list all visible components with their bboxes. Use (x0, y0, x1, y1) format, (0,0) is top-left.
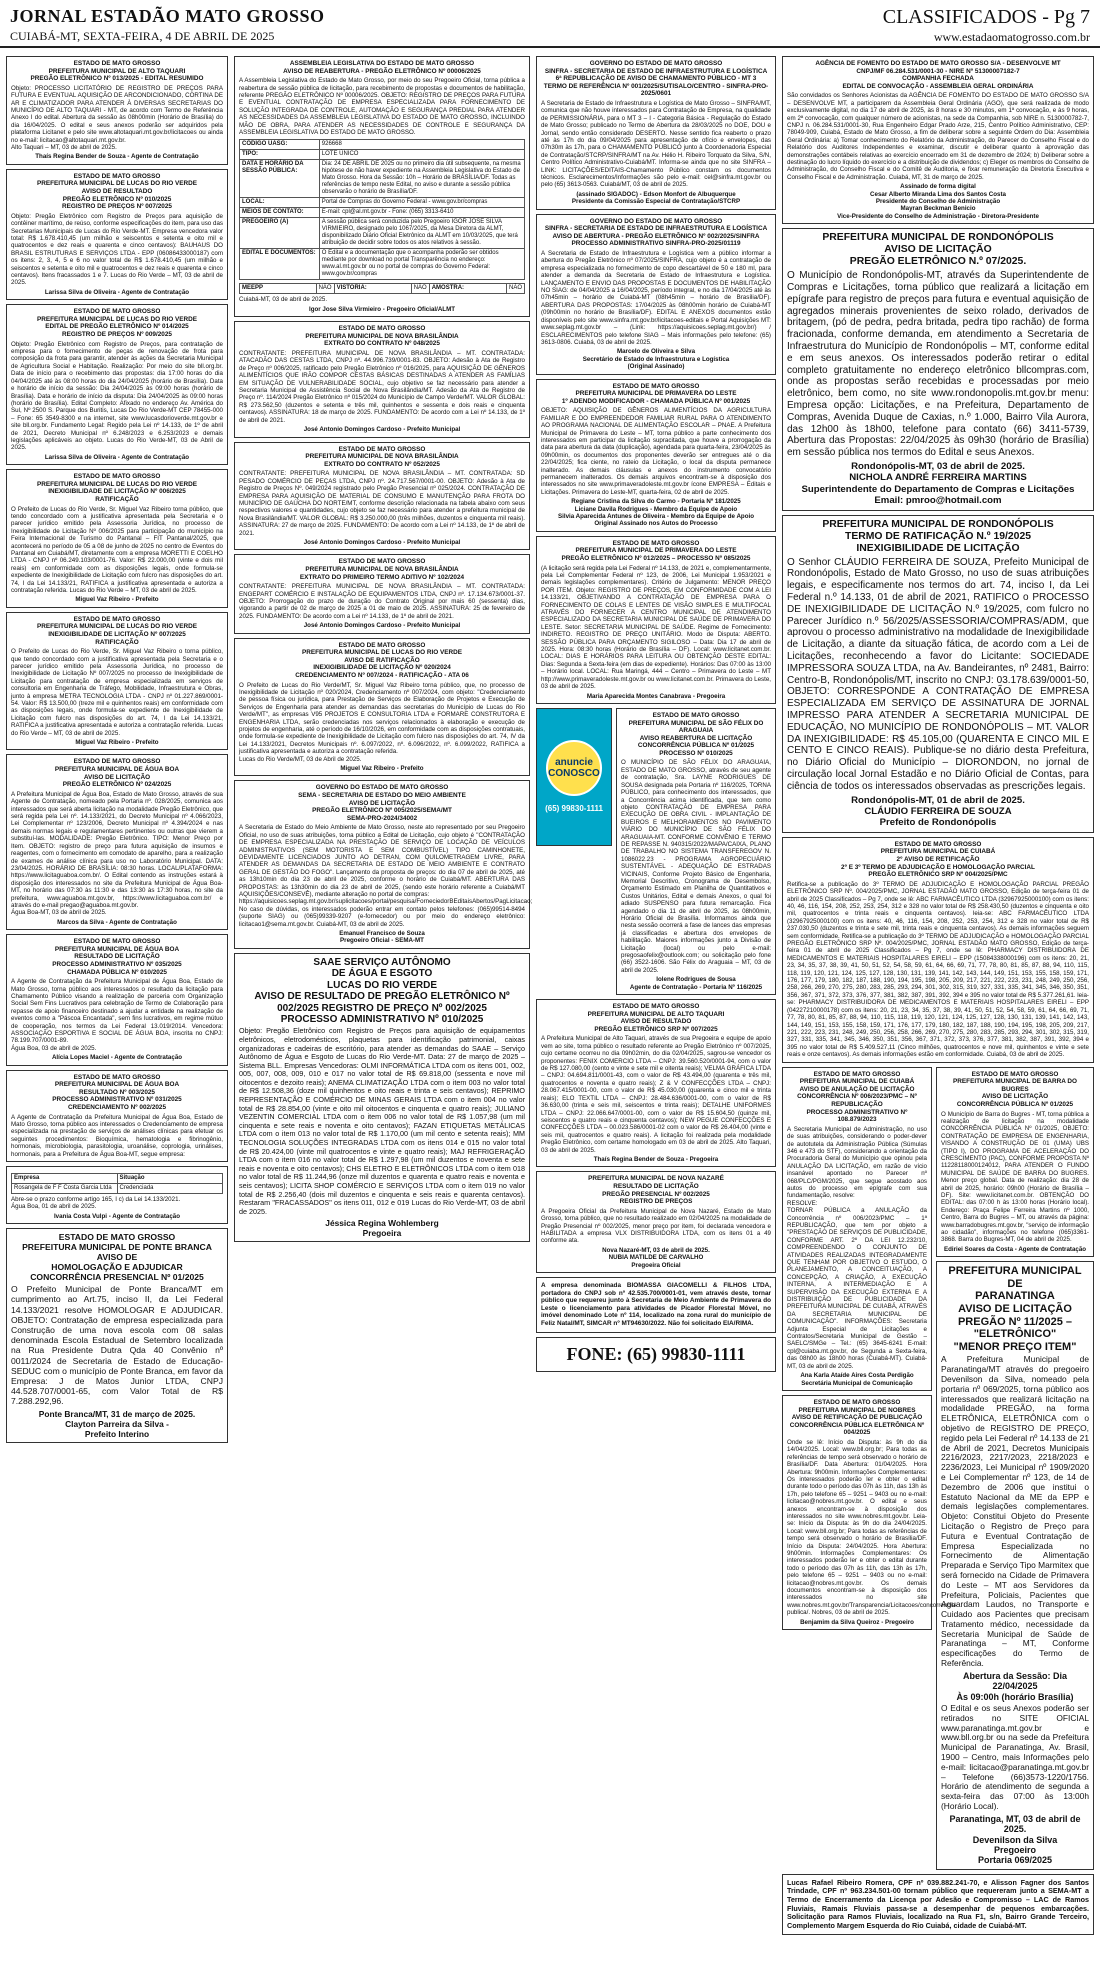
notice-text: A Secretaria de Estado do Meio Ambiente de Mato Grosso, neste ato representado por seu Pregoeiro Oficial, no uso de suas atribuições, torna público a Edital de Licitação, cujo objeto é "CONTRATAÇÃO DE EMPRESA ESPECIALIZADA NA PRESTAÇÃO DE SERVIÇO DE LOCAÇÃO DE VEÍCULOS ADMINISTRATIVOS (SEM MOTORISTA E SEM COMBUSTÍVEL) TIPO CAMINHONETE, DEVIDAMENTE LICENCIADOS JUNTO AO DETRAN, COM QUILOMETRAGEM LIVRE, PARA ATENDER AS DEMANDAS DA SECRETARIA DE ESTADO DE MEIO AMBIENTE E CONTRATO GERAL DE GESTÃO DO FOGO". Lançamento da proposta de preços: do dia 07 de abril de 2025, até as 13h10min do dia 23 de abril de 2025, conforme o horário de Cuiabá/MT. ABERTURA DAS PROPOSTAS: às 13h30min do dia 23 de abril de 2025, (sendo este horário referente a Cuiabá/MT AQUISIÇÕES/CONSEVÊ), mediante alteração no portal de compras: https://aquisicoes.seplag.mt.gov.br/suplicitacoes/portal/pesquisa/ForneciedorBEditaisAbertos/PagLicitacao; No caso de dúvidas, os interessados poderão entrar em contato pelos telefones: (065)99514-8494 (suporte SIAG) ou (065)99339-9207 (e-fornecedor) ou por meio do endereço eletrônico: licitacao1@sema.mt.gov.br. Cuiabá-MT, 03 de abril de 2025. (239, 824, 533, 928)
notice-text: São convidados os Senhores Acionistas da AGÊNCIA DE FOMENTO DO ESTADO DE MATO GROSSO S/A – DESENVOLVE MT, a participarem da Assembleia Geral Ordinária (AGO), que será realizada de modo exclusivamente digital, no dia 17 de abril de 2025, às 8 horas e 30 minutos, em 1ª convocação, e às 9 horas, em 2ª convocação, com qualquer número de acionistas, na sede da Companhia, sob NIRE n. 5130000782-7, CNPJ n. 06.284.531/0001-30, Rua Engenheiro Edgar Prado Arze, 215, Centro Político Administrativo, CEP: 78049-909, Cuiabá, Estado de Mato Grosso, a fim de deliberar sobre a seguinte Ordem do Dia: Assembleia Geral Ordinária: a) Tomar conhecimento do Relatório da Administração, do Parecer do Conselho Fiscal e do Relatório dos Auditores Independentes e examinar, discutir e deliberar quanto à aprovação das demonstrações contábeis relativas ao exercício encerrado em 31 de dezembro de 2024; b) Deliberar sobre a destinação do lucro líquido do exercício e a distribuição de dividendos; c) Eleger os membros do Conselho de Administração, do Conselho Fiscal e do Comitê de Auditoria, e fixar remuneração da Diretoria Executiva e Conselho Fiscal e de Administração. Cuiabá, MT, 31 de março de 2025. (787, 92, 1089, 181)
notice-header: ESTADO DE MATO GROSSO PREFEITURA MUNICIPAL DE NOVA BRASILÂNDIA EXTRATO DO PRIMEIRO TERMO ADITIVO Nº 102/2024 (299, 558, 465, 581)
notice (782, 56, 1094, 224)
notice-header: ESTADO DE MATO GROSSO PREFEITURA MUNICIPAL DE LUCAS DO RIO VERDE INEXIGIBILIDADE DE LICITAÇÃO Nº 006/2025 RATIFICAÇÃO (36, 473, 197, 503)
notice-text: O Prefeito de Lucas do Rio Verde/MT, Sr. Miguel Vaz Ribeiro torna público, que, no processo de Inexigibilidade de Licitação nº 020/2024, Credenciamento nº 007/2024, com objeto: "Credenciamento de pessoa física ou jurídica, para Prestação de Serviços de Elaboração de Projetos e Execução de Serviços de Engenharia para atender as demandas das secretarias do Município de Lucas do Rio Verde/MT", as empresas V95 PROJETOS E CONSULTORIA LTDA e FORMARE CONSTRUTORA E ENGENHARIA LTDA, serão credenciadas nos serviços relacionados à elaboração e execução de projetos de engenharia, até o período de 16/10/2026, em conformidade com as disposições contratuais, onde formula-se expediente de Inexigibilidade de Licitação com fulcro nas disposições do art. 74, IV da Lei 14.133/2021, Decretos Municipais nº. 6.097/2022, nº. 6.096/2022, nº. 6.099/2022, RATIFICA a justificativa apresentada e autoriza a contratação referida. Lucas do Rio Verde/MT, 03 de Abril de 2025. (239, 681, 525, 763)
table-cell: NÃO (316, 284, 334, 294)
almt-bottom-row (239, 283, 525, 294)
table-cell: NÃO (506, 284, 524, 294)
notice-header: ESTADO DE MATO GROSSO PREFEITURA MUNICIPAL DE LUCAS DO RIO VERDE AVISO DE RATIFICAÇÃO INEXIGIBILIDADE DE LICITAÇÃO Nº 020/2024 CREDENCIAMENTO Nº 007/2024 - RATIFICAÇÃO - ATA 06 (295, 641, 469, 679)
paper-name: JORNAL ESTADÃO MATO GROSSO (10, 6, 325, 26)
table-row (12, 1184, 223, 1194)
table-cell: NÃO (411, 284, 429, 294)
notice (234, 554, 530, 633)
table-cell: Rosangela de F F Costa Garcia Ltda (12, 1184, 118, 1194)
form-label: PREGOEIRO (A) (240, 218, 320, 249)
notice-text: A Secretaria de Estado de Infraestrutura e Logística vem a público informar a abertura do Pregão Eletrônico nº 07/2025/SINFRA, cujo objeto é a contratação de empresa especializada no fornecimento de copo descartável de 50 e 180 ml, para atender a demanda da Secretaria de Estado de Infraestrutura e Logística. LANÇAMENTO E ENVIO DAS PROPOSTAS E DOCUMENTOS DE HABILITAÇÃO NO SIAG: de 04/04/2025 a 16/04/2025, período integral, e no dia 17/04/2025 até às 07h45min – horário de Cuiabá-MT (08h45min – horário de Brasília/DF). ABERTURA DAS PROPOSTAS: 17/04/2025 às 08h00min horário de Cuiabá-MT (09h00min no horário de Brasília/DF). EDITAL E ANEXOS documentos estão disponíveis pelo site www.sinfra.mt.gov.br/licitacoes-editais e Portal Aquisições MT: www.seplag.mt.gov.br – (Link: https://aquisicoes.seplag.mt.gov.br/) / ESCLARECIMENTOS pelo telefone SIAG – Mais informações pelo telefone: (65) 3613-0806. Cuiabá, 03 de abril de 2025. (541, 250, 771, 346)
notice (6, 169, 228, 300)
col4-split-left (782, 1067, 958, 1874)
notice (234, 321, 530, 437)
notice-signature: Marcelo de Oliveira e Silva Secretário de Estado de Infraestrutura e Logística (Original Assinado) (582, 348, 730, 371)
notice-text: OBJETO: AQUISIÇÃO DE GÊNEROS ALIMENTÍCIOS DA AGRICULTURA FAMILIAR E DO EMPREENDEDOR FAMILIAR RURAL PARA O ATENDIMENTO AO PROGRAMA NACIONAL DE ALIMENTAÇÃO ESCOLAR – PNAE. A Prefeitura Municipal de Primavera do Leste – MT, torna público a parte conhecimento dos interessados em participar da licitação supracitada, que houve a prorrogação da data para abertura da data (duplicação), agendada para quarta-feira, 23/04/2025 às 09h00min, os documentos dos proponentes deverão ser entregues até o dia 22/04/2025; fica ciente, no rateio da Licitação, o local da disputa permanece inalterado. As demais cláusulas e anexos do instrumento convocatório permanecem inalterados. Os demais arquivos encontram-se à disposição dos interessados no site www.primaveradoleste.mt.gov.br ícone EMPRESA – Editais e Licitações. Primavera do Leste-MT, quarta-feira, 02 de abril de 2025. (541, 407, 771, 496)
notice-signature: Benjamim da Silva Queiroz - Pregoeiro (800, 1618, 914, 1626)
notice-header: ESTADO DE MATO GROSSO PREFEITURA MUNICIPAL DE LUCAS DO RIO VERDE INEXIGIBILIDADE DE LICITAÇÃO Nº 007/2025 RATIFICAÇÃO (36, 615, 197, 646)
form-value: O Edital e a documentação que o acompanha poderão ser obtidos mediante por download no portal Transparência no endereço: www.al.mt.gov.br ou no portal de compras do Governo Federal: www.gov.br/compras (319, 249, 524, 280)
notice-place: Cuiabá-MT, 03 de abril de 2025. (239, 296, 328, 304)
notice (6, 754, 228, 930)
notice-header: ESTADO DE MATO GROSSO PREFEITURA MUNICIPAL DE LUCAS DO RIO VERDE EDITAL DE PREGÃO ELETRÔNICO Nº 014/2025 REGISTRO DE PREÇOS Nº 009/2025 (36, 308, 197, 339)
notice (6, 304, 228, 465)
column-2 (234, 56, 533, 1964)
table-row (240, 218, 525, 249)
notice-text: A Prefeitura Municipal de Água Boa, Estado de Mato Grosso, através de sua Agente de Contratação, nomeado pela Portaria nº. 028/2025, comunica aos interessados que será aberta licitação na modalidade Pregão Eletrônico, que será regida pela Lei nº. 14.133/2021, do Decreto Municipal nº 4.066/2023, Lei Complementar nº 123/2006, Decreto Municipal nº 4.394/2024 e nas demais normas legais e regulamentares pertinentes ou outras que vierem a substituí-las. MODALIDADE: Pregão Eletrônico. TIPO: Menor Preço por Item. OBJETO: registro de preço para futura aquisição de insumos e reagentes, com o fornecimento em comodato de aparelho, para a realização de exames de análise clínica para uso no Laboratório Municipal. DATA: 23/04/2025. HORÁRIO DE BRASÍLIA: 08:30 horas. LOCAL/PLATAFORMA: https://www.licitaguaboa.com.br/. O Edital contendo as instruções estará à disposição dos interessados no site da Prefeitura Municipal de Água Boa-MT, no horário das 07:30 às 11:30 e das 13:30 às 17:30 horas, no site da prefeitura, www.aguaboa.mt.gov.br, https://www.licitaguaboa.com.br/ e através do e-mail pregao@aguaboa.mt.gov.br. Água Boa-MT, 03 de abril de 2025. (11, 790, 223, 917)
notice-text: A Assembleia Legislativa do Estado de Mato Grosso, por meio do seu Pregoeiro Oficial, torna pública a reabertura de sessão pública de licitação, para recebimento de propostas e documentos de habilitação, referente PREGÃO ELETRÔNICO Nº 00006/2025. OBJETO: REGISTRO DE PREÇOS PARA FUTURA E EVENTUAL CONTRATAÇÃO DE EMPRESA ESPECIALIZADA PARA FORNECIMENTO DE SOLUÇÃO INTEGRADA DE CONTROLE, AUTOMAÇÃO E SEGURANÇA PREDIAL PARA ATENDER AS NECESSIDADES DA ASSEMBLEIA LEGISLATIVA DO ESTADO DE MATO GROSSO, INCLUINDO MÃO DE OBRA, PARA ATENDER AS NECESSIDADES DE CONTROLE E SEGURANÇA DA ASSEMBLEIA LEGISLATIVA DO ESTADO DE MATO GROSSO. (239, 77, 525, 137)
col4b-notices (782, 837, 1094, 1063)
notice-signature: (assinado SIGADOC) - Edson Monfort de Albuquerque Presidente da Comissão Especial de Contratação/STCRP (571, 190, 741, 206)
form-value: LOTE ÚNICO (319, 150, 524, 160)
notice-header: SAAE SERVIÇO AUTÔNOMO DE ÁGUA E ESGOTO LUCAS DO RIO VERDE AVISO DE RESULTADO DE PREGÃO ELETRÔNICO Nº 002/2025 REGISTRO DE PREÇO Nº 002/2025 PROCESSO ADMINISTRATIVO Nº 010/2025 (254, 956, 510, 1025)
notice-header: GOVERNO DO ESTADO DE MATO GROSSO SEMA - SECRETARIA DE ESTADO DO MEIO AMBIENTE AVISO DE LICITAÇÃO PREGÃO ELETRÔNICO Nº 005/2025/SEMA/MT SEMA-PRO-2024/34002 (298, 784, 466, 822)
table-cell: MEEPP (240, 284, 317, 294)
notice-saae (234, 953, 530, 1243)
notice-text: Retifica-se a publicação do 3º TERMO DE ADJUDICAÇÃO E HOMOLOGAÇÃO PARCIAL PREGÃO ELETRÔNICO SRP Nº. 004/2025/PMC, JORNAL ESTADÃO MATO GROSSO, Edição de terça-feira 01 de abril de 2025 Classificados – Pg 7, onde se lê: ABC FARMACÊUTICO LTDA (32967925000100) com os itens: 40, 46, 116, 154, 208, 252, 253, 254, 312 e 328 no valor total de R$ 258.430,50 (duzentos e cinquenta e oito mil, quatrocentos e trinta reais e cinquenta centavos). leia-se: ABC FARMACÊUTICO LTDA (32967925000100) com os itens: 40, 46, 116, 154, 208, 252, 253, 254, 312 e 328 no valor total de R$ 237.030,50 (duzentos e trinta e sete mil, trinta reais e cinquenta centavos). As demais informações seguem sem conformidade. Retifica-se a publicação do 3º TERMO DE ADJUDICAÇÃO e HOMOLOGAÇÃO PARCIAL PREGÃO ELETRÔNICO SRP Nº. 004/2025/PMC, JORNAL ESTADÃO MATO GROSSO, Edição de terça-feira 01 de abril de 2025 Classificados – Pg 7, onde se lê: PHARMACY DISTRIBUIDORA DE MEDICAMENTOS E MATERIAIS HOSPITALARES EIRELI – EPP (15084338000196) com os itens: 20, 21, 23, 34, 35, 37, 38, 39, 41, 50, 51, 52, 54, 58, 59, 61, 64, 66, 69, 71, 77, 78, 80, 81, 85, 87, 88, 94, 110, 115, 118, 119, 120, 121, 124, 125, 127, 128, 130, 131, 139, 141, 142, 143, 144, 149, 151, 153, 155, 158, 159, 171, 176, 177, 179, 180, 182, 187, 188, 190, 194, 195, 198, 205, 209, 217, 221, 222, 223, 231, 248, 249, 250, 256, 258, 266, 269, 270, 275, 280, 283, 285, 293, 294, 301, 302, 315, 319, 327, 331, 335, 341, 345, 346, 350, 351, 356, 367, 371, 372, 373, 376, 377, 381, 382, 387, 391, 392, 394 e 395 no valor total de R$ 5.377.261,61. leia-se: PHARMACY DISTRIBUIDORA DE MEDICAMENTOS E MATERIAIS HOSPITALARES EIRELI – EPP (04227210000178) com os itens: 20, 21, 23, 34, 35, 37, 38, 39, 41, 50, 51, 52, 54, 58, 59, 61, 64, 66, 69, 71, 77, 78, 80, 81, 85, 87, 88, 94, 110, 115, 118, 119, 120, 121, 124, 125, 127, 128, 130, 131, 139, 141, 142, 143, 144, 149, 151, 153, 155, 158, 159, 171, 176, 177, 179, 180, 182, 187, 188, 190, 194, 195, 198, 205, 209, 217, 221, 222, 223, 231, 248, 249, 250, 256, 258, 266, 269, 270, 275, 280, 283, 285, 293, 294, 301, 302, 315, 319, 327, 331, 335, 341, 345, 346, 350, 351, 356, 367, 371, 372, 373, 376, 377, 381, 382, 387, 391, 392, 394 e 395 no valor total de R$ 5.409.527,11 (Cinco milhões, quatrocentos e nove mil, quinhentos e vinte e sete reais e onze centavos). As demais informações estão em conformidade. Cuiabá, 03 de abril de 2025. (787, 880, 1089, 1059)
col4-split-right (936, 1067, 1094, 1874)
notice-header: PREFEITURA MUNICIPAL DE NOVA NAZARÉ RESULTADO DE LICITAÇÃO PREGÃO PRESENCIAL Nº 002/2025 REGISTRO DE PREÇOS (588, 1175, 724, 1206)
notice-text: A Prefeitura Municipal de Paranatinga/MT através do pregoeiro Devenilson da Silva, nomeado pela portaria nº 069/2025, torna público aos interessados que realizará licitação na modalidade PREGÃO, na forma ELETRÔNICA, ELETRÔNICA com o objetivo de REGISTRO DE PREÇO, regido pela Lei Federal nº 14.133 de 21 de Abril de 2021, Decretos Municipais 2216/2023, 2217/2023, 2218/2023 e 2236/2023, Lei Municipal nº 1909/2020 e Lei Complementar nº 123, de 14 de Dezembro de 2006 que institui o Estatuto Nacional da ME da EPP e demais legislações complementares. Objeto: Constitui Objeto do Presente Licitação o Registro de Preço para Futura e Eventual Contratação de Empresa Especializada no Fornecimento de Alimentação Preparada e Serviço Tipo Marmitex que será fornecido na Cidade de Primavera do Leste – MT aos Servidores da Prefeitura, Policiais, Pacientes que Aguardam Laudos, no Transporte e Cuidado aos Pacientes que precisam Tratamento médico, necessidade da Secretaria Municipal de Saúde de Paranatinga – MT, Conforme especificações do Termo de Referência. (941, 1354, 1089, 1669)
notice-text: O Prefeito de Lucas do Rio Verde, Sr. Miguel Vaz Ribeiro torna público, que tendo concordado com a justificativa apresentada pela Secretaria e o parecer jurídico emitido pela Assessoria Jurídica, no processo de Inexigibilidade de Licitação Nº 006/2025 para participação do município na Feira Internacional de Turismo do Pantanal – FIT Pantanal/2025, que acontecerá no período de 05 a 08 de junho de 2025 no centro de Eventos do Pantanal em Cuiabá/MT, diretamente com a empresa MORETTI E COELHO LTDA - CNPJ nº 06.249.103/0001-76. Valor: R$ 22.000,00 (vinte e dois mil reais) em conformidade com as disposições legais, onde formula-se expediente de Inexigibilidade de Licitação com fulcro nas disposições do art. 74, I da Lei 14.133/21, RATIFICA a justificativa apresentada e autoriza a contratação referida. Lucas do Rio Verde – MT, 03 de abril de 2025. (11, 505, 223, 594)
masthead (0, 0, 1100, 48)
table-cell: Credenciada (117, 1184, 223, 1194)
notice-header: ESTADO DE MATO GROSSO PREFEITURA MUNICIPAL DE PRIMAVERA DO LESTE 1º ADENDO MODIFICADOR - CHAMADA PÚBLICA Nº 001/2025 (561, 382, 751, 405)
notice (6, 934, 228, 1065)
notice-signature: Assinado de forma digital Cesar Alberto Miranda Lima dos Santos Costa Presidente do Conselho de Administração Mayran Beckman Benicio Vice-Presidente do Conselho de Administração - Diretora-Presidente (837, 183, 1039, 220)
notice-signature: Jéssica Regina Wohlemberg Pregoeira (325, 1218, 439, 1239)
notice-barra-bugres (936, 1067, 1094, 1258)
notice-signature: Regiane Cristina da Silva do Carmo - Portaria Nº 181/2025 Liciane Davila Rodrigues - Membro da Equipe de Apoio Silvia Aparecida Antunes de Oliveira - Membro da Equipe de Apoio Original Assinado nos Autos do Processo (558, 498, 754, 528)
notice-rondonopolis-pregao (782, 228, 1094, 510)
notice-signature: Ivania Costa Vulpi - Agente de Contratação (53, 1212, 181, 1220)
notice-signature: Ana Karla Ataíde Aires Costa Perdigão Secretária Municipal de Comunicação (800, 1372, 914, 1387)
form-label: MEIOS DE CONTATO: (240, 208, 320, 218)
notice (6, 56, 228, 165)
notice-header: ESTADO DE MATO GROSSO PREFEITURA MUNICIPAL DE ÁGUA BOA RESULTADO DE LICITAÇÃO PROCESSO ADMINISTRATIVO Nº 035/2025 CHAMADA PÚBLICA Nº 010/2025 (52, 938, 182, 976)
notice-text: O Prefeito de Lucas do Rio Verde, Sr. Miguel Vaz Ribeiro o torna público, que tendo concordado com a justificativa apresentada pela Secretaria e o parecer jurídico emitido pela Assessoria Jurídica, no processo de Inexigibilidade de Licitação Nº 007/2025 no processo de Inexigibilidade de Licitação para contratação de empresa especializada em serviços de consultoria em Engenharia de Tráfego, Mobilidade, Infraestrutura e Obras, junto à empresa METRA TECNOLOGIA LTDA - CNPJ nº 01.227.869/0001-54. Valor: R$ 13.500,00 (treze mil e quinhentos reais) em conformidade com as disposições legais, onde formula-se expediente de Inexigibilidade de Licitação com fulcro nas disposições do art. 74, I da Lei 14.133/21, RATIFICA a justificativa apresentada e autoriza a contratação referida. Lucas do Rio Verde – MT, 03 de abril de 2025. (11, 648, 223, 737)
notice-header: ESTADO DE MATO GROSSO PREFEITURA MUNICIPAL DE ALTO TAQUARI PREGÃO ELETRÔNICO Nº 013/2025 - EDITAL RESUMIDO (30, 60, 204, 83)
notice-signature: Larissa Silva de Oliveira - Agente de Contratação (44, 453, 190, 461)
notice-text: A Secretaria Municipal de Administração, no uso de suas atribuições, considerando o poder-dever de autotutela da Administração Pública (Súmulas 346 e 473 do STF), considerando a orientação da Procuradoria Geral do Município que opinou pela ANULAÇÃO DA LICITAÇÃO, em razão de vício insanável apontado no Parecer nº 068/PLC/PGM/2025, que segue acostado aos autos do processo em epígrafe com sua fundamentação, resolve: RESOLVE: TORNAR PÚBLICA a ANULAÇÃO da Concorrência nº 006/2023/PMC – 1ª REPUBLICAÇÃO, que tem por objeto a "PRESTAÇÃO DE SERVIÇOS DE PUBLICIDADE, CONFORME ART. 2º DA LEI 12.232/10, COMPREENDENDO O CONJUNTO DE ATIVIDADES REALIZADAS INTEGRADAMENTE QUE TENHAM POR OBJETIVO O ESTUDO, O PLANEJAMENTO, A CONCEITUAÇÃO, A CONCEPÇÃO, A CRIAÇÃO, A EXECUÇÃO INTERNA, A INTERMEDIAÇÃO E A SUPERVISÃO DA EXECUÇÃO EXTERNA E A DISTRIBUIÇÃO DE PUBLICIDADE DA PREFEITURA MUNICIPAL DE CUIABÁ, ATRAVÉS DA SECRETARIA MUNICIPAL DE COMUNICAÇÃO". INFORMAÇÕES: Secretaria Adjunta Especial de Licitações e Contratos/Secretaria Municipal de Gestão – SAELC/SMGe – Tel.: (65) 3645-6241 E-mail: cpl@cuiaba.mt.gov.br, de Segunda a Sexta-feira, das 08h00 às 18h00 horas (Cuiabá-MT). Cuiabá-MT, 03 de abril de 2025. (787, 1125, 927, 1370)
notice-header: ESTADO DE MATO GROSSO PREFEITURA MUNICIPAL DE BARRA DO BUGRES AVISO DE LICITAÇÃO CONCORRÊNCIA PÚBLICA Nº 01/2025 (953, 1070, 1077, 1108)
notice-header: PREFEITURA MUNICIPAL DE PARANATINGA AVISO DE LICITAÇÃO PREGÃO Nº 11/2025 – "ELETRÔNICO" "MENOR PREÇO ITEM" (948, 1265, 1082, 1353)
notice-text: A Prefeitura Municipal de Alto Taquari, através de sua Pregoeira e equipe de apoio vem ao site, torna público o resultado referente ao Pregão Eletrônico nº 007/2025, cujo certame ocorreu no dia 09h02min, do dia 02/04/2025, sagrou-se vencedor os proponentes: FENIX COMERCIO LTDA – CNPJ: 39.560.520/0001-94, com o valor de R$ 127.080,00 (cento e vinte e sete mil e oitenta reais); VELMA GRÁFICA LTDA – CNPJ: 04.694.811/0001-43, com o valor de R$ 43.494,00 (quarenta e três mil, quatrocentos e noventa e quatro reais); Z & V CONFECÇÕES LTDA – CNPJ: 28.067.415/0001-00, com o valor de R$ 45.030,00 (quarenta e cinco mil e trinta reais); ELO TEXTIL LTDA – CNPJ: 28.484.636/0001-00, com o valor de R$ 36.630,00 (trinta e seis mil, seiscentos e trinta reais); DETALHE UNIFORMES LTDA – CNPJ: 22.066.647/0001-00, com o valor de R$ 15.604,50 (quinze mil, seiscentos e quatro reais e cinquenta centavos); NEW PEGUE CONFECÇÕES E CONFECÇÕES LTDA – 00.023.586/0001-02 com o valor de R$ 26.404,00 (vinte e seis mil, quatrocentos e quatro reais). A licitação foi realizada pela modalidade Pregão Eletrônico, com certame homologado em 03 de abril de 2025. Alto Taquari, 03 de abril de 2025. (541, 1035, 771, 1154)
notice-text: Onde se lê: Início da Disputa: às 9h do dia 14/04/2025. Local: www.bll.org.br; Para todas as referências de tempo será observado o horário de Brasília/DF. Data Abertura: 01/04/2025. Hora Abertura: 9h00min. Informações Complementares: Os interessados poderão ler e obter o edital durante todo o período das 07h às 11h, das 13h às 17h, pelo telefone 65 – 9251 – 9403 ou no e-mail: licitacao@nobres.mt.gov.br. O edital e seus anexos encontram-se à disposição dos interessados no site www.nobres.mt.gov.br. Leia-se: Início da Disputa: às 9h do dia 24/04/2025. Local: www.bll.org.br; Para todas as referências de tempo será observado o horário de Brasília/DF. Início da Disputa: 24/04/2025. Hora Abertura: 9h00min. Informações Complementares: Os interessados poderão ler e obter o edital durante todo o período das 07h às 11h, das 13h às 17h, pelo telefone 65 – 9251 – 9403 ou no e-mail: licitacao@nobres.mt.gov.br. Os demais documentos encontram-se à disposição dos interessados no site www.nobres.mt.gov.br/Transparencia/Licitacoes/concorrencia-publica/. Nobres, 03 de abril de 2025. (787, 1438, 958, 1617)
masthead-left (10, 6, 325, 44)
website-link[interactable]: www.estadaomatogrosso.com.br (933, 30, 1090, 44)
notice-credenciamento-table (6, 1166, 228, 1224)
form-label: DATA E HORÁRIO DA SESSÃO PÚBLICA: (240, 160, 320, 198)
table-row (240, 208, 525, 218)
section-name: CLASSIFICADOS - Pg 7 (882, 6, 1090, 28)
notice-signature: Larissa Silva de Oliveira - Agente de Contratação (44, 288, 190, 296)
notice-signature: Miguel Vaz Ribeiro - Prefeito (75, 596, 159, 604)
notice-signature: José Antonio Domingos Cardoso - Prefeito Municipal (303, 426, 461, 434)
table-row (240, 160, 525, 198)
column-4 (782, 56, 1094, 1964)
notice (782, 1067, 932, 1391)
notice-text: Objeto: PROCESSO LICITATÓRIO DE REGISTRO DE PREÇOS PARA FUTURA E EVENTUAL AQUISIÇÃO DE ARCONDICIONADO, CORTINA DE AR E CLIMATIZADOR PARA ATENDER À DIVERSAS SECRETARIAS DO MUNICÍPIO DE ALTO TAQUARI - MT, de acordo com Termo de Referência Anexo I do edital. Abertura da sessão às 08h00min (Horário de Brasília) do dia 16/04/2025. O edital e seus anexos poderão ser adquiridos pela plataforma Licitanet e pelo site www.altotaquari.mt.gov.br/licitacoes ou ainda no e-mail: licitacao@altotaquari.mt.gov.br. Alto Taquari – MT, 03 de abril de 2025. (11, 84, 223, 152)
notice-text: O Senhor CLÁUDIO FERREIRA DE SOUZA, Prefeito Municipal de Rondonópolis, Estado de Mato Grosso, no uso de suas atribuições legais, e especificamente nos termos do art. 74, inciso I, da Lei Federal n.º 14.133, 01 de abril de 2021, RATIFICO o PROCESSO DE INEXIGIBILIDADE DE LICITAÇÃO N.º 19/2025, com fulcro no Parecer Jurídico n.º 56/2025/ASSESSORIA/COMPRAS/ADM, que aprovou o processo administrativo na modalidade de Inexigibilidade de Licitação, a diante da situação fática, de acordo com a Lei de Licitações, reconhecendo a favor do Licitante: SOCIEDADE IMPRESSORA SOUZA LTDA, na Av. Bandeirantes, nº 2481, Bairro: Centro-B, Rondonópolis/MT, inscrito no CNPJ: 03.178.639/0001-50, OBJETO: CORRESPONDE A CONTRATAÇÃO DE EMPRESA ESPECIALIZADA EM SERVIÇO DE ASSINATURA DE JORNAL IMPRESSO PARA ATENDER A SECRETARIA MUNICIPAL DE EDUCAÇÃO, NO MUNICÍPIO DE RONDONÓPOLIS – MT. VALOR DA INEXIGIBILIDADE: R$ 45.105,00 (QUARENTA E CINCO MIL E CENTO E CINCO REAIS). Publique-se no diário desta Prefeitura, no Diário Oficial do Município – DIORONDON, no jornal de circulação local Jornal Estadão e no Diário Oficial de Contas, para ciência de todos os interessados observadas as prescrições legais. (787, 556, 1089, 792)
notice-signature: Thaís Regina Bender de Souza - Agente de Contratação (35, 153, 199, 161)
form-label: TIPO: (240, 150, 320, 160)
paper-date: CUIABÁ-MT, SEXTA-FEIRA, 4 DE ABRIL DE 2025 (10, 29, 275, 43)
notice (536, 214, 776, 375)
notice-header: PREFEITURA MUNICIPAL DE RONDONÓPOLIS AVISO DE LICITAÇÃO PREGÃO ELETRÔNICO N.º 07/2025. (822, 232, 1054, 268)
notice-signature: Ponte Branca/MT, 31 de março de 2025. Clayton Parreira da Silva - Prefeito Interino (38, 1408, 196, 1439)
notice-text: O Município de Barra do Bugres - MT, torna pública a realização de licitação na modalidade CONCORRÊNCIA PÚBLICA Nº 01/2025, OBJETO: CONTRATAÇÃO DE EMPRESA DE ENGENHARIA, VISANDO A CONSTRUÇÃO DE 01 (UMA) UBS (TIPO I), DO PROGRAMA DE ACELERAÇÃO DO CRESCIMENTO (PAC), CONFORME PROPOSTA Nº 11228118000124012, PARA ATENDER O FUNDO MUNICIPAL DE SAÚDE DE BARRA DO BUGRES. Menor preço global. Data de realização: dia 28 de abril de 2025, horário: 09h00 (Horário de Brasília – DF). Site: www.licitanet.com.br. OBTENÇÃO DO EDITAL: das 07:00 h às 13:00 horas (Horário local). Endereço: Praça Felipe Ferreira Martins nº 1000, Centro, Barra do Bugres – MT, ou através da página: www.barradobugres.mt.gov.br, "serviço de informação ao cidadão", informações no telefone (065)3361-3868. Barra do Bugres-MT, 04 de abril de 2025. (941, 1110, 1089, 1244)
column-3 (536, 56, 776, 1964)
notice-text: A Agente de Contratação da Prefeitura Municipal de Água Boa, Estado de Mato Grosso, torna público aos interessados o resultado da licitação para Chamamento Público visando a realização de parceria com Organização Social Sem Fins Lucrativos para celebração de Termo de Colaboração para repasse de apoio financeiro destinado a ajudar a entidade na realização de eventos como a "Páscoa Encantada", sem fins lucrativos, em regime mútuo de cooperação, nos termos da Lei Federal 13.019/2014. Vencedora: ASSOCIAÇÃO ESPORTIVA E SOCIAL DE ÁGUA BOA, inscrita no CNPJ: 78.199.707/0001-89. Água Boa, 03 de abril de 2025. (11, 978, 223, 1052)
notice-text: O MUNICÍPIO DE SÃO FÉLIX DO ARAGUAIA, ESTADO DE MATO GROSSO, através de seu agente de contratação, Sra. LAYNE RODRIGUES DE SOUSA designada pela Portaria nº 116/2025, TORNA PÚBLICO, para conhecimento dos interessados, que a Concorrência acima identificada, que tem como objeto CONTRATAÇÃO DE EMPRESA PARA EXECUÇÃO DE OBRA CIVIL - IMPLANTAÇÃO DE BUEIROS E MELHORAMENTOS NO PAVIMENTO VIÁRIO DO MUNICÍPIO DE SÃO FÉLIX DO ARAGUAIA-MT. CONFORME CONVÊNIO E TERMO DE REPASSE N. 940315/2022/MAPA/CAIXA, PLANO DE TRABALHO NO SISTEMA TRANSFEREGOV N. 1086022.23 - PROGRAMA AGROPECUÁRIO SUSTENTÁVEL - ADEQUAÇÃO DE ESTRADAS VICINAIS, Conforme Projeto Básico de Engenharia, Memorial Descritivo, Cronograma de Desembolso, Orçamento Estimado em Planilha de Quantitativos e Custos Unitários, Edital e demais Anexos, o qual foi adiado SUSPENSO para futura remarcação. Fica agendado o dia 11 de abril de 2025, às 08h00min, Horário Oficial de Brasília. Informamos ainda que nesta sessão ocorrerá a fase de lances das empresas já classificadas e abertura dos envelopes de habilitação. Maiores informações junto a Divisão de Licitação (local) ou pelo e-mail: pregosaofelix@outlook.com; ou solicitação pelo fone (66) 3522-1606. São Félix do Araguaia – MT, 03 de abril de 2025. (621, 759, 771, 974)
col4a-notices (782, 56, 1094, 224)
notice-header: GOVERNO DO ESTADO DE MATO GROSSO SINFRA - SECRETARIA DE ESTADO DE INFRAESTRUTURA E LOGÍSTICA AVISO DE ABERTURA - PREGÃO ELETRÔNICO Nº 002/2025/SINFRA PROCESSO ADMINISTRATIVO SINFRA-PRO-2025/01119 (544, 217, 768, 248)
table-header: Empresa (12, 1174, 118, 1184)
notice-nova-nazare (536, 1171, 776, 1273)
notice-text-2: O Edital e os seus Anexos poderão ser retirados no SITE OFICIAL www.paranatinga.mt.gov.br e www.bll.org.br ou na sede da Prefeitura Municipal de Paranatinga, Av. Brasil, 1900 – Centro, mais Informações pelo e-mail: licitacao@paranatinga.mt.gov.br – Telefone (66)3573-1220/1756. Horário de atendimento de segunda a sexta-feira das 07:00 às 13:00h (Horário Local). (941, 1703, 1089, 1812)
notice-header: ESTADO DE MATO GROSSO PREFEITURA MUNICIPAL DE PRIMAVERA DO LESTE PREGÃO ELETRÔNICO Nº 012/2025 – PROCESSO Nº 085/2025 (561, 539, 751, 562)
notice-header: ESTADO DE MATO GROSSO PREFEITURA MUNICIPAL DE SÃO FÉLIX DO ARAGUAIA AVISO REABERTURA DE LICITAÇÃO CONCORRÊNCIA PÚBLICA Nº 01/2025 PROCESSO Nº 010/2025 (628, 711, 764, 757)
advertise-badge-text: anuncie CONOSCO (548, 757, 600, 780)
notice-signature: Paranatinga, MT, 03 de abril de 2025. Devenilson da Silva Pregoeiro Portaria 069/2025 (949, 1813, 1081, 1866)
notice-text: O Município de Rondonópolis-MT, através da Superintendente de Compras e Licitações, torna público que realizará a licitação em epígrafe para registro de preços para futura e eventual aquisição de agregados minerais provenientes de seixo rolado, derivados de britagem, (pó de pedra, pedra britada, pedra tipo rachão) de forma fracionada, conforme demanda, em atendimento a Secretaria de Infraestrutura do Município de Rondonópolis – MT, conforme edital e em seus anexos. Os interessados poderão retirar o edital completo gratuitamente no endereço eletrônico bllcompras.com, onde as propostas serão recebidas e processadas por meio eletrônico, bem como, no site www.rondonopolis.mt.gov.br menu: Empresa opção: Licitações, e na Prefeitura, Departamento de Compras, Avenida Duque de Caxias, n.º 1.000, Bairro Vila Aurora, das 12h00 às 18h00, telefone para contato (66) 3411-5739, Abertura das Propostas: 22/04/2025 às 09h30 (horário de Brasília) em sessão pública nos termos do Edital e seus Anexos. (787, 270, 1089, 459)
form-label: LOCAL: (240, 198, 320, 208)
notice-signature: Igor Jose Silva Virmieiro - Pregoeiro Oficial/ALMT (308, 305, 456, 313)
notice-signature: José Antonio Domingos Cardoso - Prefeito Municipal (303, 622, 461, 630)
notice-signature: Maria Aparecida Montes Canabrava - Pregoeira (586, 692, 726, 700)
notice-text: O Prefeito Municipal de Ponte Branca/MT em cumprimento ao Art.75, inciso II, da Lei Federal 14.133/2021 resolve HOMOLOGAR E ADJUDICAR. OBJETO: Contratação de empresa especializada para Construção de uma nova escola com 08 salas denominada Escola Estadual de Setembro localizada na Rua Presidente Dutra Qda 40 Convênio nº 0011/2024 de Secretaria de Estado de Educação-SEDUC com o município de Ponte Branca, em favor da Empresa: J de Matos Junior LTDA, CNPJ 44.528.707/0001-65, com Valor Total de R$ 7.288.292,96. (11, 1284, 223, 1407)
notice-signature: Alícia Lopes Maciel - Agente de Contratação (51, 1054, 183, 1062)
notice-text: CONTRATANTE: PREFEITURA MUNICIPAL DE NOVA BRASILÂNDIA – MT. CONTRATADA: ATACADÃO DAS CESTAS LTDA, CNPJ nº. 44.996.739/0001-83. OBJETO: Adesão à Ata de Registro de Preço nº 006/2025, ratificado pelo Pregão Eletrônico nº 016/2025, para AQUISIÇÃO DE GÊNEROS ALIMENTÍCIOS QUE IRÃO COMPOR CESTAS BÁSICAS DESTINADAS A ATENDER AS FAMÍLIAS EM SITUAÇÃO DE VULNERABILIDADE SOCIAL, cujo objetivo se faz necessário para atender a Secretaria Municipal de Assistência Social de Nova Brasilândia/MT. Adesão da Ata de Registro de Preço nº. 114/2024 Pregão Eletrônico nº 015/2024 do Município de Campo Verde/MT. VALOR GLOBAL: R$ 273.562,50 (duzentos e setenta e três mil, quinhentos e sessenta e dois reais e cinquenta centavos). ASSINATURA: 18 de março de 2025. FUNDAMENTO: De acordo com a Lei nº 14.133, de 1º de abril de 2021. (239, 350, 525, 424)
notice (6, 1070, 228, 1162)
col4-split (782, 1067, 1094, 1874)
notice-text: (A licitação será regida pela Lei Federal nº 14.133, de 2021 e, complementarmente, pela Lei Complementar Federal nº 123, de 2006, Lei Municipal 1.953/2021 e demais legislações complementares). Critério de Julgamento: MENOR PREÇO POR ITEM. Objeto: REGISTRO DE PREÇOS, EM CONFORMIDADE COM A LEI 14.133/21, OBJETIVANDO A CONTRATAÇÃO DE EMPRESA PARA O FORNECIMENTO DE COLAS E LENTES DE VISÃO SIMPLES E MULTIFOCAL ATRAVÉS DO FORNECER A CENTRO MUNICIPAL DE ATENDIMENTO ESPECIALIZADO DA SECRETARIA MUNICIPAL DE SAÚDE DE PRIMAVERA DO LESTE. Setor: SECRETARIA MUNICIPAL DE SAÚDE. Regime de Fornecimento: INDIRETO. REGISTRO DE PREÇO UNITÁRIO. Modo de Disputa: ABERTO. SESSÃO PÚBLICA PARA ORÇAMENTO SIGILOSO – Data: Dia 17 de abril de 2025. Hora: 08:30 horas (Horário de Brasília – DF). Local: www.licitanet.com.br. LOCAL: DIAS E HORÁRIOS PARA LEITURA OU OBTENÇÃO DESTE EDITAL: Dias: Segunda a Sexta-feira (em dias de expediente). Horários: Das 07:00 às 13:00 – Horário local. LOCAL: Rua Maringá, 444 – Centro – Primavera do Leste – MT http://www.primaveradoleste.mt.gov.br ou www.licitanet.com.br. Primavera do Leste, 03 de abril de 2025. (541, 564, 771, 691)
form-value: A sessão pública será conduzida pelo Pregoeiro IGOR JOSE SILVA VIRMIEIRO, designado pelo 1067/2025, da Mesa Diretora da ALMT, disponibilizado Diário Oficial Eletrônico da ALMT em 10/03/2025, que terá atribuição de decidir sobre todos os atos relativos à sessão. (319, 218, 524, 249)
notice-text: A Secretaria de Estado de Infraestrutura e Logística de Mato Grosso – SINFRA/MT, comunica que não houve interessados para Contratação de Empresa, na qualidade de PERMISSIONÁRIA, para o MT 3 – I - Categoria Básica - Regulação do Estado de Mato Grosso; publicado no Termo de Abertura da 28/03/2025 no DOE, DOU e Jornal, sendo então considerado DESERTO. Nesse sentido fica reaberto o prazo até às 17h do dia 09/04/2025 para apresentação de ofício e envelopes, das 07h30m às 17h, para o CHAMAMENTO PÚBLICO junto à Coordenadoria Especial de Contratação/STCRP/SINFRA/MT na Av. Hélio H. Ribeiro Torquato da Silva, S/N, Centro Político Administrativo-Cuiabá/MT. Informa-se ainda que no site SINFRA – LINK: LICITAÇÕES/EDITAIS-Chamamento Público constam os documentos técnicos. Esclarecimentos/Informações são pelo e-mail: cel@sinfra.mt.gov.br ou pelo (65) 3613-0563. Cuiabá/MT, 03 de abril de 2025. (541, 99, 771, 189)
notice-session: Abertura da Sessão: Dia 22/04/2025 Às 09:00h (horário Brasília) (956, 1670, 1074, 1702)
phone-box (536, 1337, 776, 1372)
notice-signature: José Antonio Domingos Cardoso - Prefeito Municipal (303, 538, 461, 546)
notice-signature: Iolene Rodrigues de Sousa Agente de Contratação - Portaria Nº 116/2025 (629, 976, 763, 991)
notice-text: CONTRATANTE: PREFEITURA MUNICIPAL DE NOVA BRASILÂNDIA – MT. CONTRATADA: ENGEPART COMÉRCIO E INSTALAÇÃO DE EQUIPAMENTOS LTDA, CNPJ nº. 17.134.673/0001-37. OBJETO: Prorrogação do prazo de duração do Contrato Original por mais 60 (sessenta) dias, vigorando a partir de 02 de março de 2025 a 01 de maio de 2025. ASSINATURA: 25 de fevereiro de 2025. FUNDAMENTO: De acordo com a Lei nº 14.133, de 1º de abril de 2021. (239, 583, 525, 620)
notice-header: ESTADO DE MATO GROSSO PREFEITURA MUNICIPAL DE CUIABÁ AVISO DE ANULAÇÃO DE LICITAÇÃO CONCORRÊNCIA Nº 006/2023/PMC – Nº REPUBLICAÇÃO PROCESSO ADMINISTRATIVO Nº 108.879/2023 (797, 1070, 917, 1124)
notice-signature: Rondonópolis-MT, 03 de abril de 2025. NICHOLA ANDRÉ FERREIRA MARTINS Superintendente do Departamento de Compras e Licitações Email: pmroo@hotmail.com (801, 461, 1075, 507)
notice-text: Objeto: Pregão Eletrônico com Registro de Preços para aquisição de equipamentos eletrônicos, eletrodomésticos, plaquetas para identificação patrimonial, caixas organizadoras e cadeiras de escritório, para atender as demandas do SAAE – Serviço Autônomo de Água e Esgoto de Lucas do Rio Verde-MT. Data: 27 de março de 2025 – Sistema BLL. Empresas Vencedoras: OLMI INFORMÁTICA LTDA com os itens 001, 002, 005, 007, 008, 009, 010 e 017 no valor total de R$ 69.818,00 (sessenta e nove mil oitocentos e dezoito reais); ANEMA CLIMATIZAÇÃO LTDA com o item 003 no valor total de R$ 12.508,36 (doze mil quinhentos e oito reais e trinta e seis centavos); REPRIMO REPRESENTAÇÃO E COMÉRCIO DE MINAS GERAIS LTDA com o item 004 no valor total de R$ 28.854,00 (vinte e oito mil oitocentos e cinquenta e quatro reais); JULIANO VEZENTIN COMERCIAL LTDA com o item 006 no valor total de R$ 1.057,98 (um mil cinquenta e sete reais e noventa e oito centavos); FAZAN ETIQUETAS METÁLICAS LTDA com o item 013 no valor total de R$ 1.170,00 (um mil cento e setenta reais); MM TECNOLOGIA SOLUÇÕES INTEGRADAS LTDA com os itens 014 e 015 no valor total de R$ 20.424,00 (vinte mil quatrocentos e vinte e quatro reais); MAJ REFRIGERAÇÃO LTDA com o item 016 no valor total de R$ 1.297,98 (um mil duzentos e noventa e sete reais e noventa e oito centavos); CHS ELETRO E ELETRÔNICOS LTDA com o item 018 no valor total de R$ 11.244,96 (onze mil duzentos e quarenta e quatro reais e noventa e seis centavos); LICITA SHOP COMÉRCIO E SERVIÇOS LTDA com o item 019 no valor total de R$ 2.256,40 (dois mil duzentos e cinquenta e seis reais e quarenta centavos). Restaram "FRACASSADOS" os itens 011, 012 e 019 Lucas do Rio Verde-MT, 03 de abril de 2025. (239, 1026, 525, 1216)
notice-sao-felix (616, 708, 776, 995)
notice-signature: Nova Nazaré-MT, 03 de abril de 2025. NUBIA MATILDE DE CARVALHO Pregoeira Oficial (602, 1246, 710, 1269)
form-label: CÓDIGO UASG: (240, 140, 320, 150)
col3-ad-row (536, 708, 776, 999)
notice (6, 612, 228, 751)
col2-notices (234, 321, 533, 949)
notice-lucas-romera: Lucas Rafael Ribeiro Romera, CPF nº 039.882.241-70, e Alisson Fagner dos Santos Trindade, CPF nº 963.234.501-00 tornam público que requereram junto a SEMA-MT a Termo de Encerramento da Licença por Adesão e Compromisso – LAC de Ramos Fluviais, Ramais Fluviais passa-se a desempenhar de pequenos embarcações. Solicitação para Ramos Fluviais, localizado na Rua F1, s/n, Bairro Grande Terceiro, Complemento Margem Esquerda do Rio Cuiabá, cidade de Cuiabá-MT. (782, 1874, 1094, 1936)
masthead-right (883, 6, 1090, 45)
megaphone-icon (546, 740, 602, 796)
notice (536, 536, 776, 704)
phone-number[interactable]: (65) 99830-1111 (626, 1343, 746, 1364)
notice (234, 442, 530, 551)
notice-ponte-branca (6, 1228, 228, 1442)
notice-text: Objeto: Pregão Eletrônico com Registro de Preços, para contratação de empresa para o fornecimento de peças de renovação de frota para composição da frota para garantir, atender às ações da Secretaria Municipal de Agricultura Social e Habitação. Realização: Por meio do site bll.org.br. Data de início para o recebimento das propostas: dia 17:00 horas do dia 04/04/2025 até às 08:00 horas do dia 24/04/2025 (horário de Brasília). Data e horário de início da sessão: Dia 24/04/2025 às 09:00 horas (horário de Brasília). Data e horário de início da disputa: Dia 24/04/2025 às 09:00 horas (horário de Brasília). Edital Completo: Afixado no endereço Av. América do Sul, Nº 2500 S. Parque dos Buritis, Lucas Do Rio Verde-MT CEP 78455-000 – Fone: 65 3549-8300 e na internet, site www.lucasdorioverde.mt.gov.br e site bll.org.br. Fundamento Legal: Regido pela Lei nº 14.133, de 1º de abril de 2021, Decreto Municipal nº 6.248/2023 e 6.253/2023 e demais legislações aplicáveis ao objeto. Lucas do Rio Verde-MT, 03 de Abril de 2025. (11, 340, 223, 452)
advertise-phone: (65) 99830-1111 (545, 804, 603, 814)
notice-almt (234, 56, 530, 317)
notice-header: PREFEITURA MUNICIPAL DE RONDONÓPOLIS TERMO DE RATIFICAÇÃO N.º 19/2025 INEXIGIBILIDADE DE LICITAÇÃO (822, 518, 1054, 554)
notice-signature: Miguel Vaz Ribeiro - Prefeito (75, 739, 159, 747)
notice-text: A Agente de Contratação da Prefeitura Municipal de Água Boa, Estado de Mato Grosso, torna público aos interessados o Credenciamento de empresa especializada na prestação de serviços de análises clínicas para efetuar os seguintes procedimentos: Bioquímica, hematologia e fibrinogênio, hormonais, microbiologia, parasitologia, uroanálise, coprologia, urinálises, hormonais, para a Prefeitura de Água Boa-MT, segue empresa: (11, 1113, 223, 1158)
col3-notices (536, 56, 776, 704)
notice-signature: Thaís Regina Bender de Souza - Pregoeira (593, 1155, 719, 1163)
form-value: 926668 (319, 140, 524, 150)
table-row (240, 140, 525, 150)
notice-alto-taquari-result (536, 999, 776, 1167)
table-row (240, 150, 525, 160)
notice-header: ESTADO DE MATO GROSSO PREFEITURA MUNICIPAL DE NOBRES AVISO DE RETIFICAÇÃO DE PUBLICAÇÃO CONCORRÊNCIA PÚBLICA ELETRÔNICA Nº 004/2025 (789, 1398, 925, 1437)
notice-text: A Pregoeira Oficial da Prefeitura Municipal de Nova Nazaré, Estado de Mato Grosso, torna público, que no resultado realizado em 02/04/2025 na modalidade de Pregão Presencial nº 002/2025, menor preço por item, foi declarada vencedora e HABILITADA a empresa VLX DISTRIBUIDORA LTDA, com os itens 01 a 49 conforme ata. (541, 1207, 771, 1245)
notice-rondonopolis-ratificacao (782, 515, 1094, 833)
table-header: Situação (117, 1174, 223, 1184)
notice (782, 1395, 958, 1630)
notice-signature: Marcos da Silva - Agente de Contratação (57, 918, 177, 926)
form-value: Dia: 24 DE ABRIL DE 2025 ou no primeiro dia útil subsequente, na mesma hipótese de não haver expediente na Assembleia Legislativa do Estado de Mato Grosso. Hora da Sessão: 10h – Horário de BRASÍLIA/DF. Todas as referências de tempo neste Edital, no aviso e durante a sessão pública observarão o horário de Brasília/DF. (319, 160, 524, 198)
notice-signature: Miguel Vaz Ribeiro - Prefeito (340, 765, 424, 772)
advertise-banner[interactable] (536, 708, 612, 846)
notice (234, 780, 533, 948)
credenciamento-table (11, 1173, 223, 1194)
notice-header: ESTADO DE MATO GROSSO PREFEITURA MUNICIPAL DE CUIABÁ 2º AVISO DE RETIFICAÇÃO 2º E 3º TERMO DE ADJUDICAÇÃO E HOMOLOGAÇÃO PARCIAL PREGÃO ELETRÔNICO SRP Nº 004/2025/PMC (841, 840, 1035, 879)
notice-text: CONTRATANTE: PREFEITURA MUNICIPAL DE NOVA BRASILÂNDIA – MT. CONTRATADA: SD PESADO COMÉRCIO DE PEÇAS LTDA, CNPJ nº. 24.717.567/0001-00. OBJETO: Adesão à Ata de Registro de Preços Nº. 049/2024 registrado pelo Pregão Presencial nº 025/2024. CONTRATAÇÃO DE EMPRESA PARA AQUISIÇÃO DE MATERIAL DE CONSUMO E MANUTENÇÃO PARA FROTA DO MUNICÍPIO DE GAÚCHA DO NORTE/MT, conforme descrição relacionada na tabela abaixo com seus respectivos valores e quantidades, cujo objeto se faz necessário para atender a prefeitura municipal de Nova Brasilândia/MT. VALOR GLOBAL: R$ 3.250.000,00 (três milhões, duzentos e cinquenta mil reais). ASSINATURA: 27 de março de 2025. FUNDAMENTO: De acordo com a Lei nº 14.133, de 1º de abril de 2021. (239, 470, 525, 537)
form-value: Portal de Compras do Governo Federal - www.gov.br/compras (319, 198, 524, 208)
notice (782, 837, 1094, 1063)
notice-header: ESTADO DE MATO GROSSO PREFEITURA MUNICIPAL DE NOVA BRASILÂNDIA EXTRATO DO CONTRATO Nº 052/2025 (305, 445, 459, 468)
notice-header: GOVERNO DO ESTADO DE MATO GROSSO SINFRA - SECRETARIA DE ESTADO DE INFRAESTRUTURA E LOGÍSTICA 6ª REPUBLICAÇÃO DE AVISO DE CHAMAMENTO PÚBLICO - MT 3 TERMO DE REFERÊNCIA Nº 001/2025/SUTISALO/CENTRO - SINFRA-PRO-2025/0601 (543, 60, 769, 98)
table-row (240, 198, 525, 208)
notice (234, 638, 530, 777)
notice-paranatinga (936, 1261, 1094, 1870)
notice-header: ESTADO DE MATO GROSSO PREFEITURA MUNICIPAL DE LUCAS DO RIO VERDE AVISO DE RESULTADO PREGÃO ELETRÔNICO Nº 010/2025 REGISTRO DE PREÇOS Nº 007/2025 (36, 172, 197, 211)
notice-signature: Emanuel Francisco de Souza Pregoeiro Oficial - SEMA-MT (339, 930, 425, 945)
notice-biomassa: A empresa denominada BIOMASSA GIACOMELLI & FILHOS LTDA, portadora do CNPJ sob nº 42.535.700/0001-01, vem através deste, tornar público que requereu junto à Secretaria de Meio Ambiente de Primavera do Leste o licenciamento para atividades de Picador Florestal Móvel, no imóvel denominado Lote nº 114, localizado na zona rural do município de Feliz Natal/MT, SIMCAR nº MT94630/2022. Não foi solicitado EIA/RIMA. (536, 1277, 776, 1333)
notice-header: ESTADO DE MATO GROSSO PREFEITURA MUNICIPAL DE NOVA BRASILÂNDIA EXTRATO DO CONTRATO Nº 048/2025 (305, 325, 459, 348)
notice-header: ESTADO DE MATO GROSSO PREFEITURA MUNICIPAL DE ÁGUA BOA RESULTADO Nº 003/2025 PROCESSO ADMINISTRATIVO Nº 031/2025 CREDENCIAMENTO Nº 002/2025 (52, 1073, 182, 1111)
notice-header: ESTADO DE MATO GROSSO PREFEITURA MUNICIPAL DE ALTO TAQUARI AVISO DE RESULTADO PREGÃO ELETRÔNICO SRP Nº 007/2025 (587, 1003, 725, 1033)
notice (536, 379, 776, 532)
notice-header: ESTADO DE MATO GROSSO PREFEITURA MUNICIPAL DE ÁGUA BOA AVISO DE LICITAÇÃO PREGÃO ELETRÔNICO Nº 024/2025 (54, 758, 180, 789)
notice-signature: Ediriei Soares da Costa - Agente de Contratação (943, 1245, 1087, 1253)
almt-form-table (239, 139, 525, 280)
phone-label: FONE: (566, 1343, 623, 1364)
col1-notices (6, 56, 228, 1162)
notice-text: Objeto: Pregão Eletrônico com Registro de Preços para aquisição de contêiner marítimo, de reúso, conforme especificações do item, para uso das Secretarias Municipais de Lucas do Rio Verde-MT. Empresa vencedora valor total: R$ 1.678.410,45 (um milhão e seiscentos e setenta e oito mil e quatrocentos e dez reais e quarenta e cinco centavos): BAUHAUS DO BRASIL ESTRUTURAS E SERVIÇOS LTDA - EPP (06086433000187) com os itens: 2, 3, 4, 5 e 6 no valor total de R$ 1.678.410,45 (um milhão e seiscentos e setenta e oito mil e quatrocentos e dez reais e quarenta e cinco centavos). Itens fracassados 1 e 7. Lucas do Rio Verde – MT, 03 de abril de 2025. (11, 212, 223, 287)
notice-header: ASSEMBLEIA LEGISLATIVA DO ESTADO DE MATO GROSSO AVISO DE REABERTURA - PREGÃO ELETRÔNICO Nº 00006/2025 (283, 60, 481, 75)
notice (536, 56, 776, 210)
table-cell: AMOSTRA: (429, 284, 506, 294)
table-cell: VISTORIA: (334, 284, 411, 294)
notice-header: AGÊNCIA DE FOMENTO DO ESTADO DE MATO GROSSO S/A - DESENVOLVE MT CNPJ/MF 06.284.531/0001-30 - NIRE Nº 51300007182-7 COMPANHIA FECHADA EDITAL DE CONVOCAÇÃO - ASSEMBLEIA GERAL ORDINÁRIA (815, 60, 1061, 90)
form-label: EDITAL E DOCUMENTOS: (240, 249, 320, 280)
column-1 (6, 56, 228, 1964)
notice-text: Abre-se o prazo conforme artigo 165, I c) da Lei 14.133/2021. Água Boa, 01 de abril de 2025. (11, 1196, 181, 1211)
notice-signature: Rondonópolis-MT, 01 de abril de 2025. CLÁUDIO FERREIRA DE SOUZA Prefeito de Rondonópolis (851, 794, 1025, 829)
form-value: E-mail: cpl@al.mt.gov.br - Fone: (065) 3313-6410 (319, 208, 524, 218)
table-row (240, 249, 525, 280)
notice-header: ESTADO DE MATO GROSSO PREFEITURA MUNICIPAL DE PONTE BRANCA AVISO DE HOMOLOGAÇÃO E ADJUDICAR CONCORRÊNCIA PRESENCIAL Nº 01/2025 (22, 1232, 212, 1283)
notice (6, 469, 228, 608)
